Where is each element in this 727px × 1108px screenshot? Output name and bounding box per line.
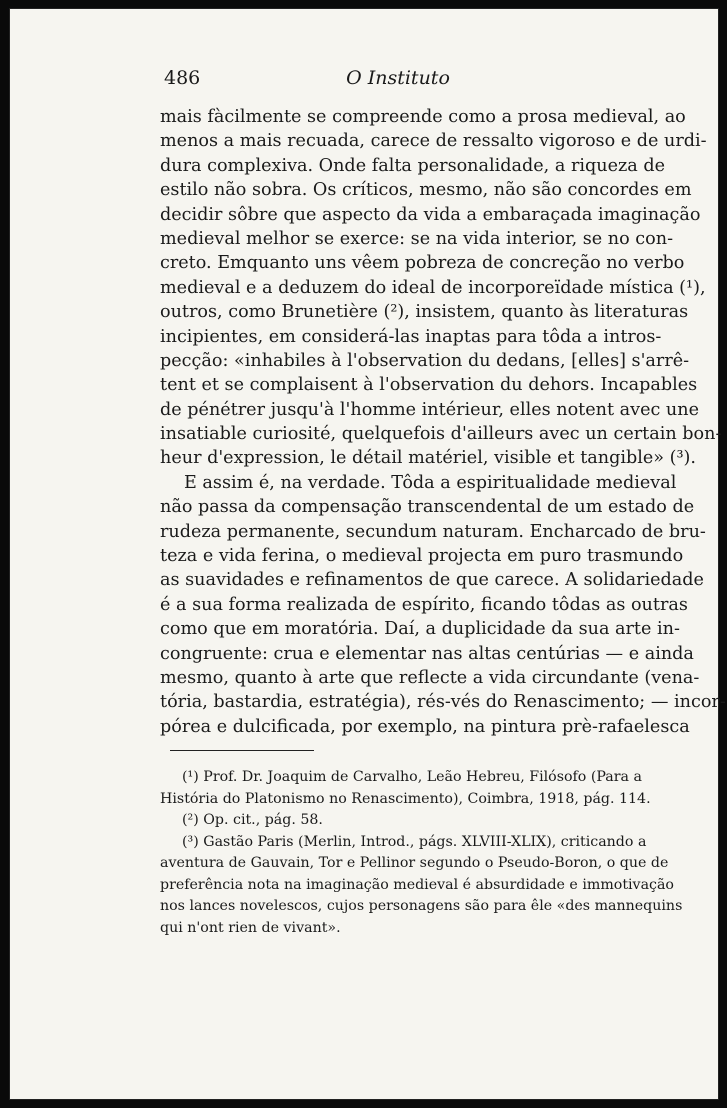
footnote-line: preferência nota na imaginação medieval é absurdidade e immotivação — [160, 876, 674, 893]
text-line: mesmo, quanto à arte que reflecte a vida circundante (vena- — [160, 667, 700, 688]
footnote-line: aventura de Gauvain, Tor e Pellinor segundo o Pseudo-Boron, o que de — [160, 855, 669, 871]
text-line: insatiable curiosité, quelquefois d'ailleurs avec un certain bon- — [160, 424, 722, 445]
text-line: E assim é, na verdade. Tôda a espiritualidade medieval — [184, 472, 677, 493]
footnote-rule — [170, 750, 314, 751]
text-line: teza e vida ferina, o medieval projecta em puro trasmundo — [160, 546, 684, 567]
footnote-line: História do Platonismo no Renascimento), Coimbra, 1918, pág. 114. — [160, 790, 651, 807]
text-line: pecção: «inhabiles à l'observation du dedans, [elles] s'arrê- — [160, 350, 690, 371]
text-line: creto. Emquanto uns vêem pobreza de concreção no verbo — [160, 253, 685, 274]
footnote-line: (¹) Prof. Dr. Joaquim de Carvalho, Leão Hebreu, Filósofo (Para a — [182, 769, 642, 785]
text-line: dura complexiva. Onde falta personalidade, a riqueza de — [160, 155, 666, 176]
text-line: as suavidades e refinamentos de que carece. A solidariedade — [160, 570, 704, 591]
footnote-line: nos lances novelescos, cujos personagens são para êle «des mannequins — [160, 898, 683, 914]
text-line: tent et se complaisent à l'observation du dehors. Incapables — [160, 375, 698, 396]
footnote-line: qui n'ont rien de vivant». — [160, 919, 341, 936]
text-line: de pénétrer jusqu'à l'homme intérieur, elles notent avec une — [160, 399, 700, 420]
text-line: medieval melhor se exerce: se na vida interior, se no con- — [160, 228, 674, 249]
text-line: não passa da compensação transcendental de um estado de — [160, 497, 695, 518]
book-page — [9, 8, 726, 1100]
text-line: rudeza permanente, secundum naturam. Encharcado de bru- — [160, 521, 706, 542]
text-line: heur d'expression, le détail matériel, visible et tangible» (³). — [160, 448, 697, 469]
text-line: como que em moratória. Daí, a duplicidade da sua arte in- — [160, 619, 680, 640]
text-line: decidir sôbre que aspecto da vida a embaraçada imaginação — [160, 204, 701, 225]
text-line: estilo não sobra. Os críticos, mesmo, não são concordes em — [160, 180, 692, 201]
text-line: tória, bastardia, estratégia), rés-vés do Renascimento; — incor- — [160, 692, 726, 713]
running-title: O Instituto — [346, 67, 450, 89]
text-line: menos a mais recuada, carece de ressalto vigoroso e de urdi- — [160, 131, 707, 152]
text-line: outros, como Brunetière (²), insistem, quanto às literaturas — [160, 302, 689, 323]
text-line: pórea e dulcificada, por exemplo, na pintura prè-rafaelesca — [160, 716, 690, 737]
page-header — [160, 67, 636, 95]
text-line: medieval e a deduzem do ideal de incorporeïdade mística (¹), — [160, 277, 706, 298]
text-line: incipientes, em considerá-las inaptas para tôda a intros- — [160, 326, 662, 347]
page-number: 486 — [164, 67, 201, 89]
footnote-line: (³) Gastão Paris (Merlin, Introd., págs. XLVIII-XLIX), criticando a — [182, 833, 647, 850]
footnote-line: (²) Op. cit., pág. 58. — [182, 812, 323, 828]
footnotes — [160, 767, 683, 939]
text-line: mais fàcilmente se compreende como a prosa medieval, ao — [160, 107, 686, 127]
text-line: congruente: crua e elementar nas altas centúrias — e ainda — [160, 643, 694, 664]
text-line: é a sua forma realizada de espírito, ficando tôdas as outras — [160, 594, 688, 615]
main-text — [160, 105, 726, 739]
